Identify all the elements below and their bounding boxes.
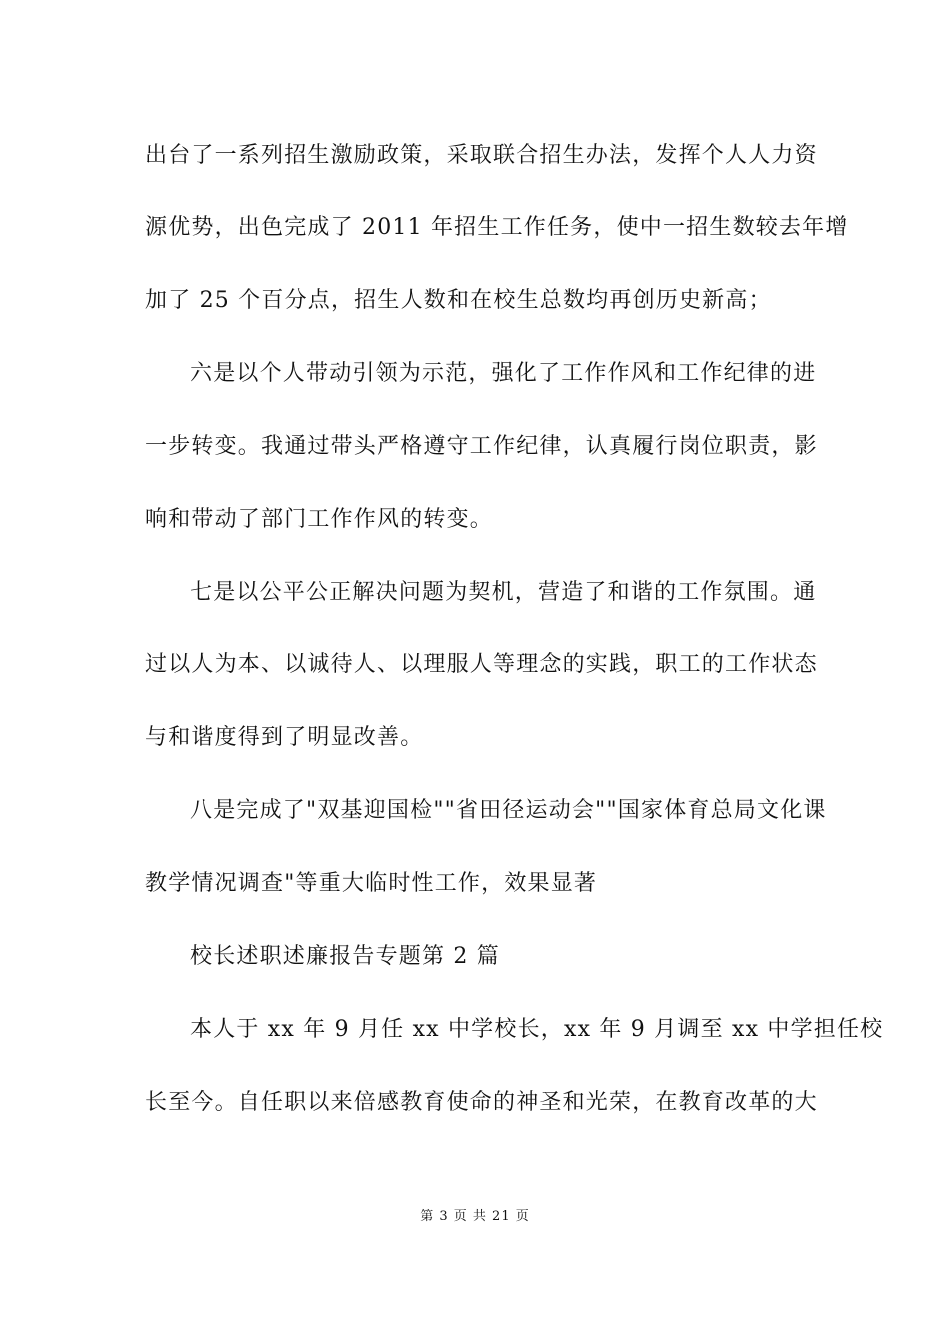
- text-line-10: 八是完成了"双基迎国检""省田径运动会""国家体育总局文化课: [190, 798, 827, 823]
- text-line-9: 与和谐度得到了明显改善。: [145, 725, 424, 750]
- page-number-footer: 第 3 页 共 21 页: [420, 1209, 530, 1224]
- text-line-13: 本人于 xx 年 9 月任 xx 中学校长，xx 年 9 月调至 xx 中学担任校: [190, 1017, 884, 1042]
- text-line-6: 响和带动了部门工作作风的转变。: [145, 507, 494, 532]
- text-line-3: 加了 25 个百分点，招生人数和在校生总数均再创历史新高；: [145, 288, 772, 313]
- text-line-14: 长至今。自任职以来倍感教育使命的神圣和光荣，在教育改革的大: [145, 1090, 818, 1115]
- section-heading: 校长述职述廉报告专题第 2 篇: [190, 944, 500, 969]
- text-line-5: 一步转变。我通过带头严格遵守工作纪律，认真履行岗位职责，影: [145, 434, 818, 459]
- text-line-1: 出台了一系列招生激励政策，采取联合招生办法，发挥个人人力资: [145, 143, 818, 168]
- text-line-2: 源优势，出色完成了 2011 年招生工作任务，使中一招生数较去年增: [145, 215, 849, 240]
- text-line-7: 七是以公平公正解决问题为契机，营造了和谐的工作氛围。通: [190, 580, 817, 605]
- text-line-8: 过以人为本、以诚待人、以理服人等理念的实践，职工的工作状态: [145, 652, 818, 677]
- text-line-11: 教学情况调查"等重大临时性工作，效果显著: [145, 871, 598, 896]
- text-line-4: 六是以个人带动引领为示范，强化了工作作风和工作纪律的进: [190, 361, 817, 386]
